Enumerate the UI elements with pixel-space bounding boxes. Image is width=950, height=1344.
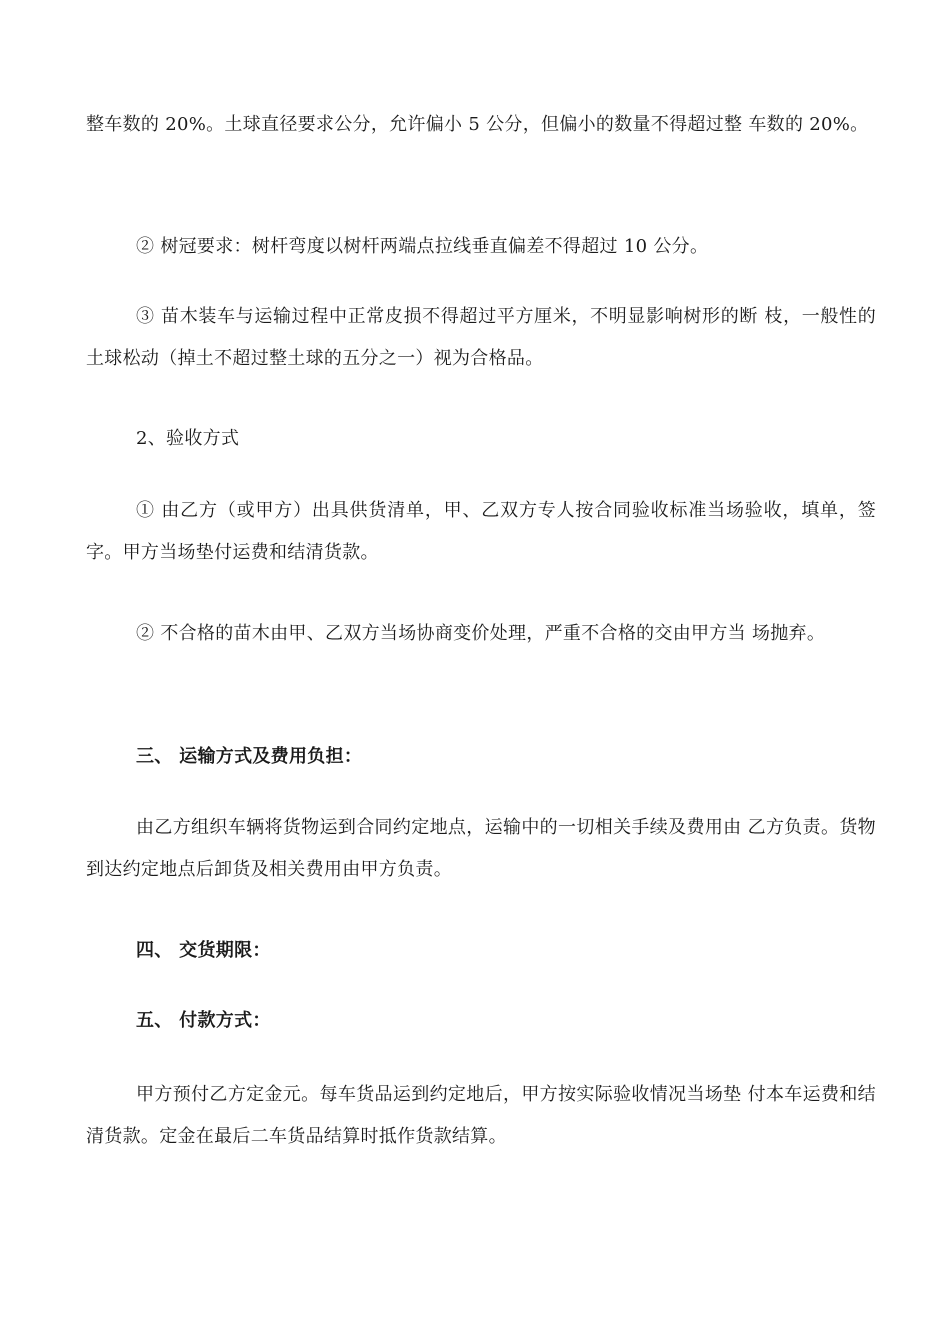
- heading-payment-method: 五、 付款方式：: [136, 1010, 271, 1031]
- paragraph-acceptance-list: ① 由乙方（或甲方）出具供货清单，甲、乙双方专人按合同验收标准当场验收，填单，签字。甲方当场垫付运费和结清货款。: [86, 500, 876, 563]
- paragraph-unqualified-handling: ② 不合格的苗木由甲、乙双方当场协商变价处理，严重不合格的交由甲方当 场抛弃。: [136, 623, 826, 644]
- heading-acceptance-method: 2、验收方式: [136, 428, 240, 449]
- paragraph-soil-ball-requirement: 整车数的 20%。土球直径要求公分，允许偏小 5 公分，但偏小的数量不得超过整 车数的 20%。: [86, 114, 869, 135]
- heading-transport-cost: 三、 运输方式及费用负担：: [136, 746, 363, 767]
- heading-delivery-period: 四、 交货期限：: [136, 940, 271, 961]
- paragraph-payment-method: 甲方预付乙方定金元。每车货品运到约定地后，甲方按实际验收情况当场垫 付本车运费和结清货款。定金在最后二车货品结算时抵作货款结算。: [86, 1084, 876, 1147]
- paragraph-crown-requirement: ② 树冠要求：树杆弯度以树杆两端点拉线垂直偏差不得超过 10 公分。: [136, 236, 709, 257]
- paragraph-transport-damage: ③ 苗木装车与运输过程中正常皮损不得超过平方厘米，不明显影响树形的断 枝，一般性的土球松动（掉土不超过整土球的五分之一）视为合格品。: [86, 306, 876, 369]
- paragraph-transport-cost: 由乙方组织车辆将货物运到合同约定地点，运输中的一切相关手续及费用由 乙方负责。货物到达约定地点后卸货及相关费用由甲方负责。: [86, 817, 876, 880]
